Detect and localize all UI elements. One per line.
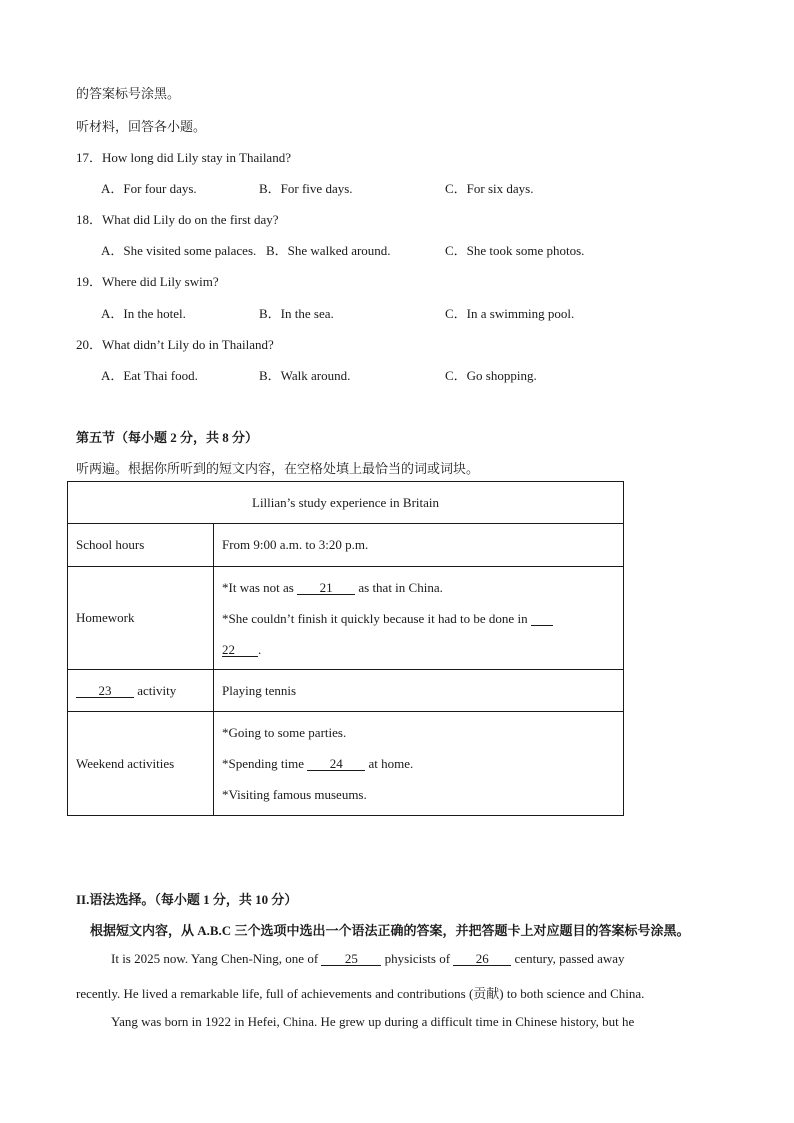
option-19-a[interactable]: [101, 303, 186, 322]
homework-line-2: [222, 603, 615, 634]
option-18-c[interactable]: [445, 240, 584, 259]
weekend-label: Weekend activities: [68, 712, 214, 816]
weekend-line-1: *Going to some parties.: [222, 725, 347, 740]
paragraph-line-3: Yang was born in 1922 in Hefei, China. He grew up during a difficult time in Chinese history, but he: [111, 1014, 635, 1029]
option-17-a[interactable]: [101, 178, 197, 197]
blank-23[interactable]: 23: [76, 684, 134, 698]
option-letter: C．: [445, 368, 467, 383]
option-text: She took some photos.: [466, 243, 585, 258]
question-number: 18．: [76, 212, 103, 227]
text: as that in China.: [355, 579, 443, 595]
option-text: She walked around.: [287, 243, 391, 258]
question-text: What didn’t Lily do in Thailand?: [102, 337, 274, 352]
option-text: For four days.: [123, 181, 197, 196]
homework-cell: [214, 567, 624, 670]
question-18: [76, 209, 279, 228]
text: *She couldn’t finish it quickly because it had to be done in: [222, 610, 531, 626]
option-text: In a swimming pool.: [466, 306, 575, 321]
text: at home.: [365, 756, 414, 771]
option-letter: C．: [445, 181, 467, 196]
blank-24[interactable]: 24: [307, 757, 365, 771]
option-text: Eat Thai food.: [123, 368, 198, 383]
option-letter: A．: [101, 368, 124, 383]
homework-line-3: [222, 634, 615, 665]
school-hours-value: From 9:00 a.m. to 3:20 p.m.: [214, 524, 624, 567]
blank-21[interactable]: 21: [297, 581, 355, 595]
option-18-b[interactable]: [266, 240, 391, 259]
text: *Spending time: [222, 756, 308, 771]
homework-line-1: [222, 572, 615, 603]
text: It is 2025 now. Yang Chen-Ning, one of: [111, 951, 322, 966]
text: activity: [134, 682, 177, 698]
option-text: In the hotel.: [123, 306, 186, 321]
option-letter: A．: [101, 306, 124, 321]
table-row: [68, 567, 624, 670]
blank-22-start[interactable]: [531, 612, 553, 626]
option-19-b[interactable]: [259, 303, 334, 322]
grammar-heading: II.语法选择。（每小题 1 分，共 10 分）: [76, 892, 298, 907]
question-number: 20．: [76, 337, 103, 352]
option-20-a[interactable]: [101, 365, 198, 384]
question-text: Where did Lily swim?: [102, 274, 219, 289]
blank-26[interactable]: 26: [453, 952, 511, 966]
table-row: [68, 482, 624, 524]
homework-label: Homework: [68, 567, 214, 670]
blank-22[interactable]: 22: [222, 643, 258, 657]
table-title: Lillian’s study experience in Britain: [68, 482, 624, 524]
option-text: For five days.: [280, 181, 353, 196]
option-letter: B．: [259, 306, 281, 321]
blank-25[interactable]: 25: [321, 952, 381, 966]
option-17-c[interactable]: [445, 178, 533, 197]
option-18-a[interactable]: [101, 240, 256, 259]
section-5-instruction: 听两遍。根据你所听到的短文内容，在空格处填上最恰当的词或词块。: [76, 461, 480, 476]
option-text: In the sea.: [280, 306, 334, 321]
text: physicists of: [381, 951, 454, 966]
option-letter: B．: [259, 181, 281, 196]
text: century, passed away: [511, 951, 625, 966]
option-letter: C．: [445, 306, 467, 321]
option-text: Walk around.: [280, 368, 351, 383]
option-letter: A．: [101, 243, 124, 258]
question-19: [76, 271, 219, 290]
option-letter: A．: [101, 181, 124, 196]
option-text: Go shopping.: [466, 368, 537, 383]
text: *It was not as: [222, 579, 298, 595]
question-20: [76, 334, 274, 353]
paragraph-line-1: [111, 951, 755, 967]
option-17-b[interactable]: [259, 178, 353, 197]
table-row: [68, 712, 624, 816]
question-number: 19．: [76, 274, 103, 289]
option-letter: B．: [259, 368, 281, 383]
weekend-line-2: [222, 748, 615, 779]
listen-instruction: 听材料，回答各小题。: [76, 119, 207, 134]
weekend-cell: [214, 712, 624, 816]
study-experience-table: [67, 481, 624, 816]
school-hours-label: School hours: [68, 524, 214, 567]
question-text: How long did Lily stay in Thailand?: [102, 150, 291, 165]
option-letter: C．: [445, 243, 467, 258]
section-5-heading: 第五节（每小题 2 分，共 8 分）: [76, 430, 259, 445]
option-19-c[interactable]: [445, 303, 574, 322]
question-text: What did Lily do on the first day?: [102, 212, 279, 227]
activity-value: Playing tennis: [214, 670, 624, 712]
option-20-b[interactable]: [259, 365, 350, 384]
text: .: [258, 641, 262, 657]
option-text: For six days.: [466, 181, 534, 196]
option-20-c[interactable]: [445, 365, 537, 384]
question-17: [76, 147, 291, 166]
weekend-line-3: *Visiting famous museums.: [222, 787, 367, 802]
paragraph-line-2: recently. He lived a remarkable life, full of achievements and contributions (贡献) to both science and China.: [76, 986, 645, 1001]
option-text: She visited some palaces.: [123, 243, 257, 258]
table-row: [68, 670, 624, 712]
grammar-instruction: 根据短文内容，从 A.B.C 三个选项中选出一个语法正确的答案，并把答题卡上对应题目的答案标号涂黑。: [90, 923, 690, 938]
activity-label: [68, 670, 214, 712]
intro-tail: 的答案标号涂黑。: [76, 86, 181, 101]
question-number: 17．: [76, 150, 103, 165]
option-letter: B．: [266, 243, 288, 258]
table-row: [68, 524, 624, 567]
